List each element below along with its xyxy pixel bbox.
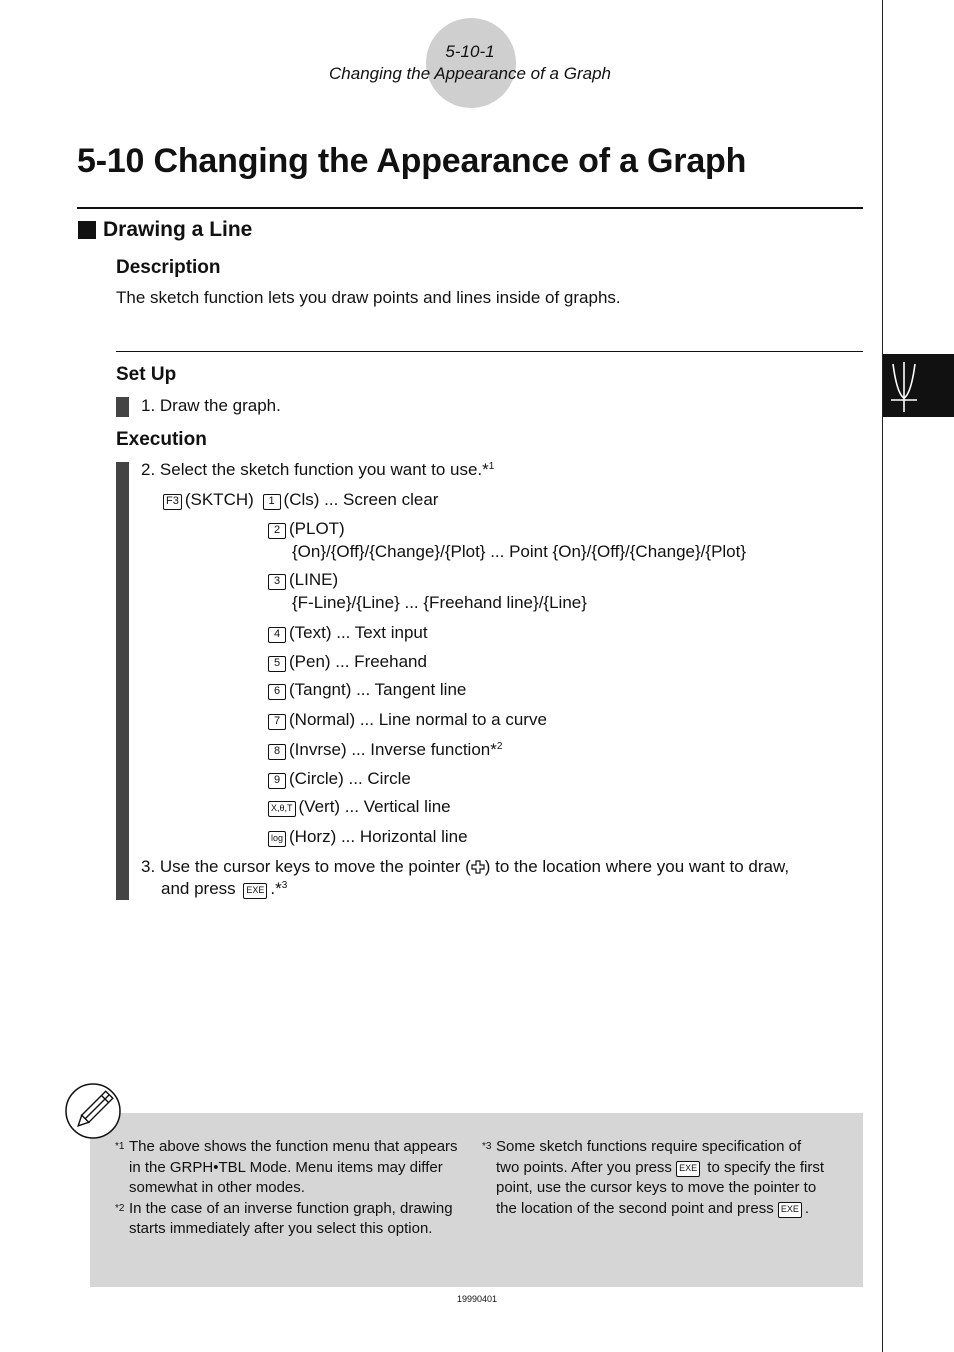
step-3-text-b: ) to the location where you want to draw, (484, 857, 790, 876)
footnote-1-mark: *1 (115, 1141, 125, 1152)
key-6: 6 (268, 684, 286, 700)
footnote-1 (115, 1137, 460, 1199)
notes-right-column (482, 1137, 827, 1219)
key-3: 3 (268, 574, 286, 590)
setup-step-1: 1. Draw the graph. (141, 396, 281, 415)
key-log: log (268, 831, 286, 847)
page-edge-rule (882, 0, 883, 1352)
title-rule (77, 207, 863, 209)
menu-item-plot-sub: {On}/{Off}/{Change}/{Plot} ... Point {On}/{Off}/{Change}/{Plot} (292, 542, 747, 561)
menu-item-vert (268, 797, 451, 817)
key-8: 8 (268, 744, 286, 760)
menu-item-text-label: (Text) ... Text input (289, 623, 428, 642)
menu-item-tangent-label: (Tangnt) ... Tangent line (289, 680, 467, 699)
exe-key: EXE (243, 883, 267, 899)
section-bullet-icon (78, 221, 96, 239)
menu-item-pen (268, 652, 427, 672)
footnote-ref-3: 3 (281, 880, 288, 891)
key-xthetat: X,θ,T (268, 801, 296, 817)
execution-heading: Execution (116, 429, 207, 450)
footnote-3-text-a: Some sketch functions require specification of two points. After you press (496, 1138, 802, 1176)
menu-item-cls: (Cls) ... Screen clear (283, 490, 439, 509)
key-1: 1 (263, 494, 281, 510)
header-circle (426, 18, 516, 108)
menu-item-circle-label: (Circle) ... Circle (289, 769, 411, 788)
running-title: Changing the Appearance of a Graph (329, 64, 611, 83)
menu-item-inverse-label: (Invrse) ... Inverse function* (289, 740, 497, 759)
setup-bar (116, 397, 129, 417)
footnote-3-text-c: . (804, 1199, 810, 1217)
menu-item-text (268, 623, 428, 643)
sketch-label: (SKTCH) (184, 490, 254, 509)
chapter-title: 5-10 Changing the Appearance of a Graph (77, 142, 747, 180)
step-3-text-d: .* (270, 879, 282, 898)
menu-item-inverse (268, 740, 502, 760)
menu-item-vert-label: (Vert) ... Vertical line (298, 797, 451, 816)
execution-step-3 (141, 857, 789, 877)
setup-rule (116, 351, 863, 352)
menu-item-plot-label: (PLOT) (289, 519, 345, 538)
pointer-icon (471, 859, 485, 873)
menu-item-line-sub: {F-Line}/{Line} ... {Freehand line}/{Line} (292, 593, 587, 612)
key-2: 2 (268, 523, 286, 539)
execution-bar (116, 462, 129, 900)
step-3-text-a: 3. Use the cursor keys to move the pointer ( (141, 857, 471, 876)
footnote-ref-1: 1 (488, 461, 495, 472)
section-title: Drawing a Line (103, 218, 253, 241)
footnote-1-text: The above shows the function menu that appears in the GRPH•TBL Mode. Menu items may differ somewhat in other modes. (129, 1138, 458, 1196)
menu-item-horz (268, 827, 468, 847)
menu-item-line (268, 570, 338, 590)
f3-key: F3 (163, 494, 182, 510)
menu-item-horz-label: (Horz) ... Horizontal line (289, 827, 468, 846)
page-number: 5-10-1 (445, 42, 495, 61)
graph-tab-icon (883, 354, 954, 417)
key-9: 9 (268, 773, 286, 789)
footnote-ref-2: 2 (496, 741, 503, 752)
description-heading: Description (116, 257, 221, 278)
exe-key-note: EXE (676, 1161, 700, 1177)
exe-key-note-2: EXE (778, 1202, 802, 1218)
footnote-3-mark: *3 (482, 1141, 492, 1152)
footnote-2 (115, 1199, 460, 1240)
execution-step-2 (141, 460, 494, 480)
pencil-icon (64, 1082, 122, 1140)
menu-item-line-label: (LINE) (289, 570, 339, 589)
footer-code: 19990401 (456, 1294, 498, 1304)
menu-item-normal (268, 710, 547, 730)
footnote-2-mark: *2 (115, 1202, 125, 1214)
step-3-text-c: and press (161, 879, 236, 898)
menu-item-pen-label: (Pen) ... Freehand (289, 652, 427, 671)
execution-step-3-cont (161, 879, 287, 899)
footnote-3 (482, 1137, 827, 1219)
footnote-3-text-b: to specify the first point, use the cursor keys to move the pointer to the location of the second point and press (496, 1158, 824, 1217)
description-text: The sketch function lets you draw points and lines inside of graphs. (116, 288, 621, 307)
setup-heading: Set Up (116, 364, 177, 385)
sketch-menu-row (163, 490, 438, 510)
key-4: 4 (268, 627, 286, 643)
menu-item-normal-label: (Normal) ... Line normal to a curve (289, 710, 547, 729)
step-2-text: 2. Select the sketch function you want to use.* (141, 460, 489, 479)
menu-item-tangent (268, 680, 466, 700)
key-5: 5 (268, 656, 286, 672)
notes-left-column (115, 1137, 460, 1240)
key-7: 7 (268, 714, 286, 730)
footnote-2-text: In the case of an inverse function graph, drawing starts immediately after you select this option. (129, 1199, 453, 1237)
menu-item-plot (268, 519, 345, 539)
menu-item-circle (268, 769, 411, 789)
